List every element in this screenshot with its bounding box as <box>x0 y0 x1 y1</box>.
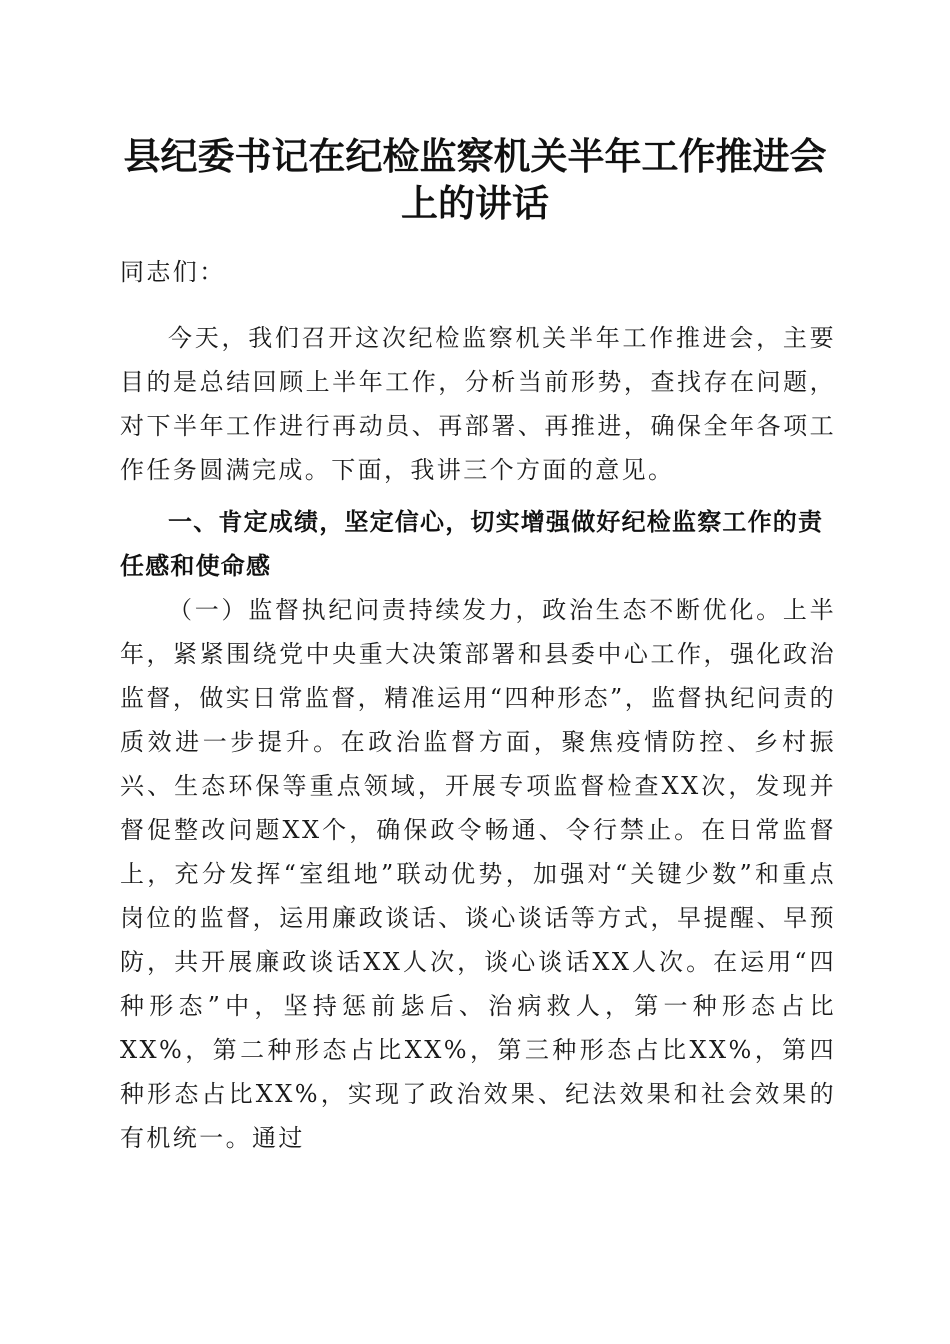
salutation: 同志们： <box>120 258 226 286</box>
intro-paragraph: 今天，我们召开这次纪检监察机关半年工作推进会，主要目的是总结回顾上半年工作，分析当前形势，查找存在问题，对下半年工作进行再动员、再部署、再推进，确保全年各项工作任务圆满完成。下面，我讲三个方面的意见。 <box>120 324 836 484</box>
section-heading-1: 一、肯定成绩，坚定信心，切实增强做好纪检监察工作的责任感和使命感 <box>120 508 824 580</box>
paragraph-1: （一）监督执纪问责持续发力，政治生态不断优化。上半年，紧紧围绕党中央重大决策部署和县委中心工作，强化政治监督，做实日常监督，精准运用“四种形态”，监督执纪问责的质效进一步提升。在政治监督方面，聚焦疫情防控、乡村振兴、生态环保等重点领域，开展专项监督检查XX次，发现并督促整改问题XX个，确保政令畅通、令行禁止。在日常监督上，充分发挥“室组地”联动优势，加强对“关键少数”和重点岗位的监督，运用廉政谈话、谈心谈话等方式，早提醒、早预防，共开展廉政谈话XX人次，谈心谈话XX人次。在运用“四种形态”中，坚持惩前毖后、治病救人，第一种形态占比XX%，第二种形态占比XX%，第三种形态占比XX%，第四种形态占比XX%，实现了政治效果、纪法效果和社会效果的有机统一。通过 <box>120 596 836 1152</box>
document-title: 县纪委书记在纪检监察机关半年工作推进会上的讲话 <box>123 134 827 225</box>
